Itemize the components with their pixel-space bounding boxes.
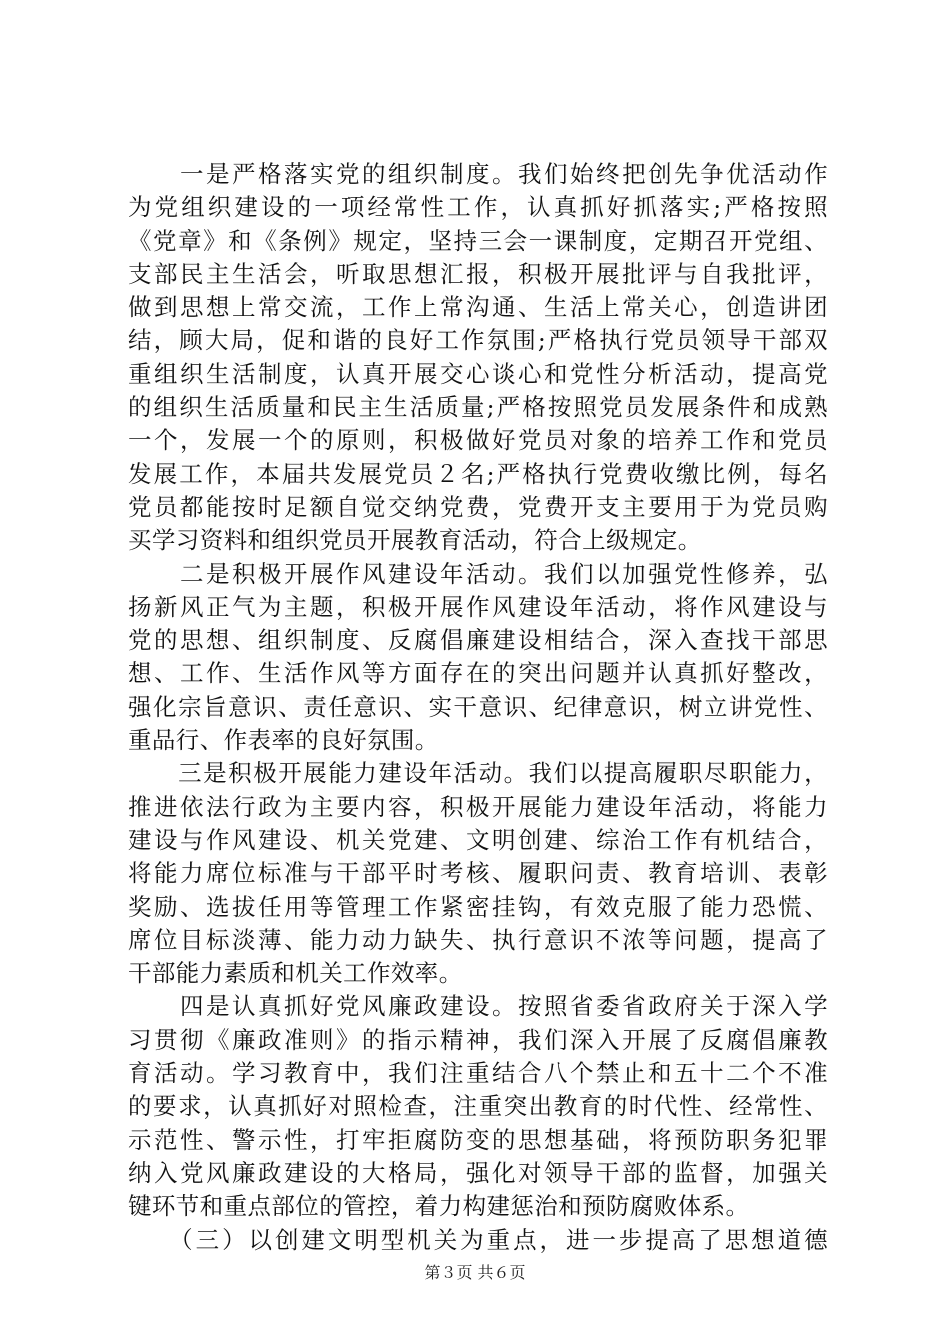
text-line: 党员都能按时足额自觉交纳党费，党费开支主要用于为党员购 (128, 492, 828, 521)
text-line: 《党章》和《条例》规定，坚持三会一课制度，定期召开党组、 (128, 226, 828, 255)
text-line: 三是积极开展能力建设年活动。我们以提高履职尽职能力， (128, 759, 828, 788)
text-line: 的要求，认真抓好对照检查，注重突出教育的时代性、经常性、 (128, 1092, 828, 1121)
text-line: 键环节和重点部位的管控，着力构建惩治和预防腐败体系。 (128, 1192, 750, 1221)
page-footer (0, 1262, 950, 1284)
text-line: 扬新风正气为主题，积极开展作风建设年活动，将作风建设与 (128, 592, 828, 621)
text-line: 纳入党风廉政建设的大格局，强化对领导干部的监督，加强关 (128, 1158, 828, 1187)
text-line: 习贯彻《廉政准则》的指示精神，我们深入开展了反腐倡廉教 (128, 1025, 828, 1054)
text-line: 为党组织建设的一项经常性工作，认真抓好抓落实;严格按照 (128, 193, 828, 222)
text-line: 发展工作，本届共发展党员２名;严格执行党费收缴比例，每名 (128, 459, 828, 488)
text-line: 将能力席位标准与干部平时考核、履职问责、教育培训、表彰 (128, 859, 828, 888)
text-line: 推进依法行政为主要内容，积极开展能力建设年活动，将能力 (128, 792, 828, 821)
text-line: 的组织生活质量和民主生活质量;严格按照党员发展条件和成熟 (128, 393, 828, 422)
text-line: （三）以创建文明型机关为重点，进一步提高了思想道德 (128, 1225, 828, 1254)
text-line: 育活动。学习教育中，我们注重结合八个禁止和五十二个不准 (128, 1059, 828, 1088)
text-line: 席位目标淡薄、能力动力缺失、执行意识不浓等问题，提高了 (128, 925, 828, 954)
text-line: 一个，发展一个的原则，积极做好党员对象的培养工作和党员 (128, 426, 828, 455)
text-line: 四是认真抓好党风廉政建设。按照省委省政府关于深入学 (128, 992, 828, 1021)
text-line: 奖励、选拔任用等管理工作紧密挂钩，有效克服了能力恐慌、 (128, 892, 828, 921)
text-line: 买学习资料和组织党员开展教育活动，符合上级规定。 (128, 526, 702, 555)
text-line: 一是严格落实党的组织制度。我们始终把创先争优活动作 (128, 160, 828, 188)
text-line: 想、工作、生活作风等方面存在的突出问题并认真抓好整改， (128, 659, 828, 688)
text-line: 重组织生活制度，认真开展交心谈心和党性分析活动，提高党 (128, 359, 828, 388)
text-line: 党的思想、组织制度、反腐倡廉建设相结合，深入查找干部思 (128, 626, 828, 655)
text-line: 示范性、警示性，打牢拒腐防变的思想基础，将预防职务犯罪 (128, 1125, 828, 1154)
text-line: 结，顾大局，促和谐的良好工作氛围;严格执行党员领导干部双 (128, 326, 828, 355)
body-text (128, 158, 828, 1257)
text-line: 二是积极开展作风建设年活动。我们以加强党性修养，弘 (128, 559, 828, 588)
page-number: 第３页 共６页 (424, 1263, 526, 1282)
text-line: 支部民主生活会，听取思想汇报，积极开展批评与自我批评， (128, 259, 828, 288)
text-line: 重品行、作表率的良好氛围。 (128, 726, 439, 755)
text-line: 强化宗旨意识、责任意识、实干意识、纪律意识，树立讲党性、 (128, 692, 828, 721)
text-line: 做到思想上常交流，工作上常沟通、生活上常关心，创造讲团 (128, 293, 828, 322)
text-line: 干部能力素质和机关工作效率。 (128, 959, 463, 988)
text-line: 建设与作风建设、机关党建、文明创建、综治工作有机结合， (128, 825, 828, 854)
